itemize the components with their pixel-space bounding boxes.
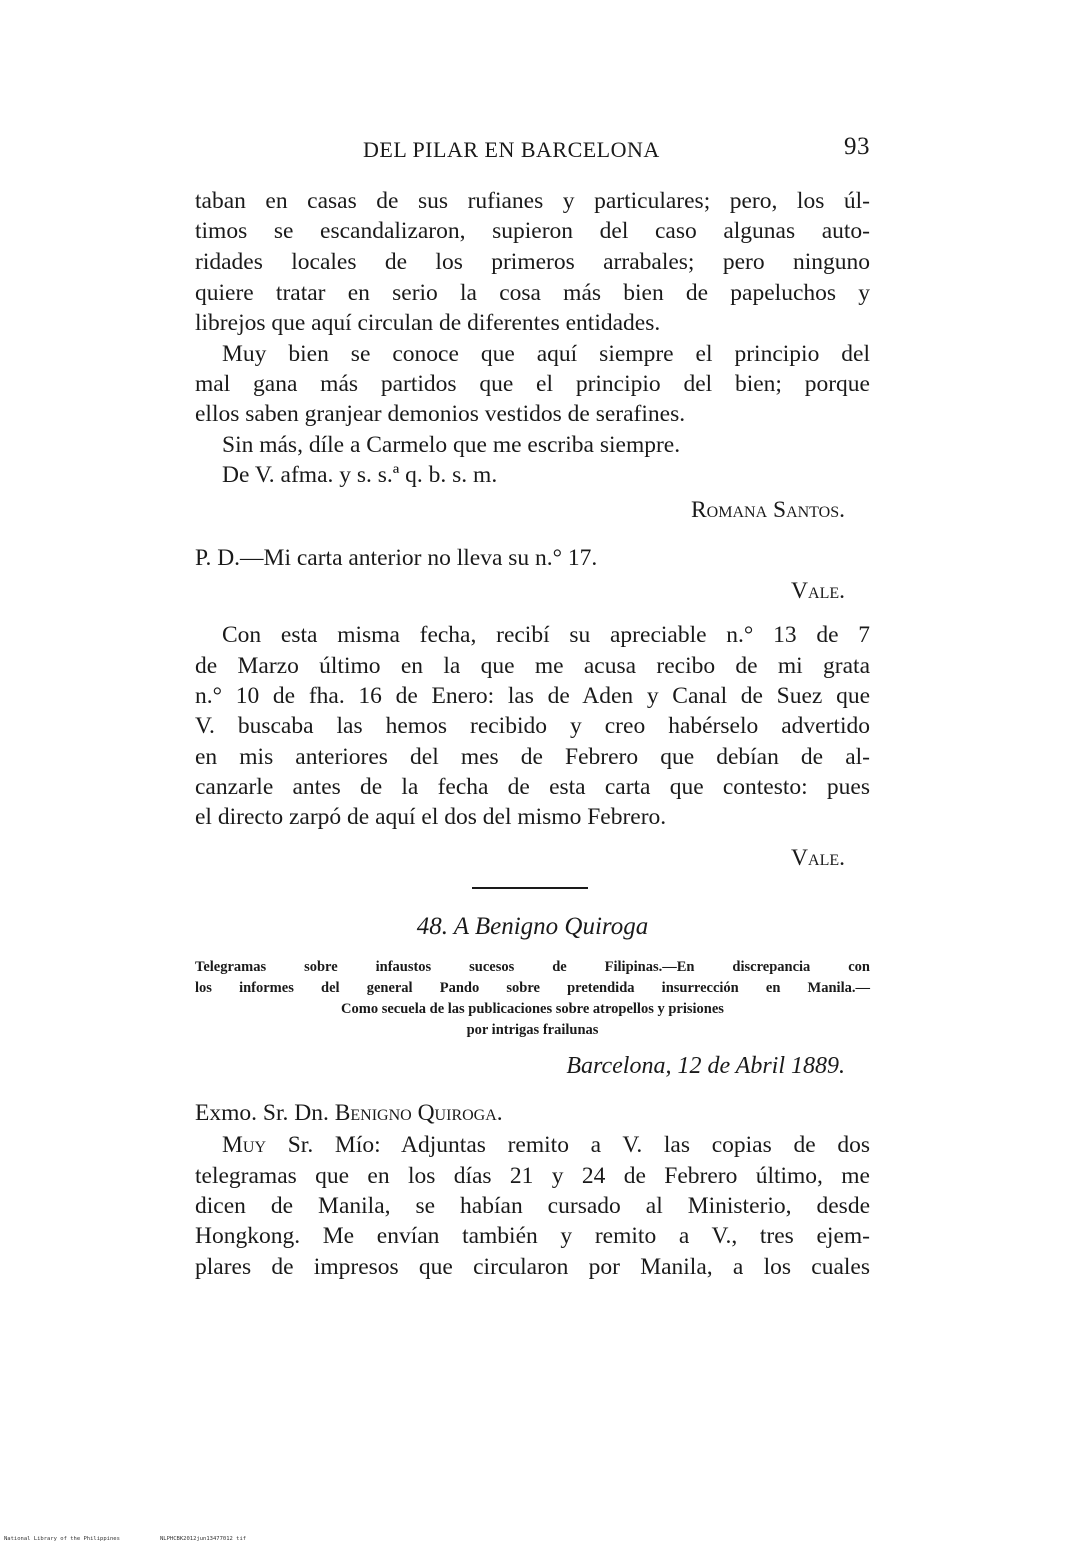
body-line: Hongkong. Me envían también y remito a V., tres ejem- bbox=[195, 1223, 870, 1249]
vale-closing: Vale. bbox=[791, 845, 845, 871]
dateline: Barcelona, 12 de Abril 1889. bbox=[566, 1053, 845, 1079]
body-line: ridades locales de los primeros arrabales; pero ninguno bbox=[195, 249, 870, 275]
summary-line: Telegramas sobre infaustos sucesos de Filipinas.—En discrepancia con bbox=[195, 959, 870, 975]
running-head bbox=[195, 133, 870, 167]
body-line: taban en casas de sus rufianes y particulares; pero, los úl- bbox=[195, 188, 870, 214]
body-line: dicen de Manila, se habían cursado al Ministerio, desde bbox=[195, 1193, 870, 1219]
letter-heading: 48. A Benigno Quiroga bbox=[416, 913, 649, 940]
body-line: Sin más, díle a Carmelo que me escriba siempre. bbox=[222, 432, 681, 458]
body-line: librejos que aquí circulan de diferentes entidades. bbox=[195, 310, 661, 336]
salutation-name: Benigno Quiroga. bbox=[334, 1100, 503, 1126]
opening-line-rest: Sr. Mío: Adjuntas remito a V. las copias de dos bbox=[287, 1132, 870, 1158]
opening-word: Muy bbox=[222, 1132, 267, 1158]
note-line: V. buscaba las hemos recibido y creo habérselo advertido bbox=[195, 713, 870, 739]
summary-line: por intrigas frailunas bbox=[466, 1022, 599, 1038]
file-label: NLPHCBK2012jun13477012 tif bbox=[160, 1536, 247, 1542]
body-line: quiere tratar en serio la cosa más bien de papeluchos y bbox=[195, 280, 870, 306]
page-number: 93 bbox=[844, 133, 870, 160]
section-divider bbox=[472, 887, 588, 889]
note-line: Con esta misma fecha, recibí su apreciable n.° 13 de 7 bbox=[222, 622, 870, 648]
body-line: timos se escandalizaron, supieron del caso algunas auto- bbox=[195, 218, 870, 244]
note-line: canzarle antes de la fecha de esta carta que contesto: pues bbox=[195, 774, 870, 800]
body-line: telegramas que en los días 21 y 24 de Febrero último, me bbox=[195, 1163, 870, 1189]
summary-line: Como secuela de las publicaciones sobre atropellos y prisiones bbox=[341, 1001, 724, 1017]
signature: Romana Santos. bbox=[691, 497, 845, 523]
note-line: n.° 10 de fha. 16 de Enero: las de Aden y Canal de Suez que bbox=[195, 683, 870, 709]
running-title: DEL PILAR EN BARCELONA bbox=[363, 137, 660, 162]
note-line: el directo zarpó de aquí el dos del mismo Febrero. bbox=[195, 804, 667, 830]
note-line: en mis anteriores del mes de Febrero que debían de al- bbox=[195, 744, 870, 770]
postscript: P. D.—Mi carta anterior no lleva su n.° 17. bbox=[195, 545, 598, 571]
body-line: Muy bien se conoce que aquí siempre el principio del bbox=[222, 341, 870, 367]
body-line: ellos saben granjear demonios vestidos de serafines. bbox=[195, 401, 686, 427]
salutation-prefix: Exmo. Sr. Dn. bbox=[195, 1100, 329, 1126]
closing-formula: De V. afma. y s. s.ª q. b. s. m. bbox=[222, 462, 498, 488]
summary-line: los informes del general Pando sobre pretendida insurrección en Manila.— bbox=[195, 980, 870, 996]
body-line: mal gana más partidos que el principio del bien; porque bbox=[195, 371, 870, 397]
archive-label: National Library of the Philippines bbox=[4, 1536, 120, 1542]
vale-closing: Vale. bbox=[791, 578, 845, 604]
body-line bbox=[222, 1130, 870, 1160]
body-line: plares de impresos que circularon por Manila, a los cuales bbox=[195, 1254, 870, 1280]
salutation bbox=[195, 1098, 870, 1128]
note-line: de Marzo último en la que me acusa recibo de mi grata bbox=[195, 653, 870, 679]
